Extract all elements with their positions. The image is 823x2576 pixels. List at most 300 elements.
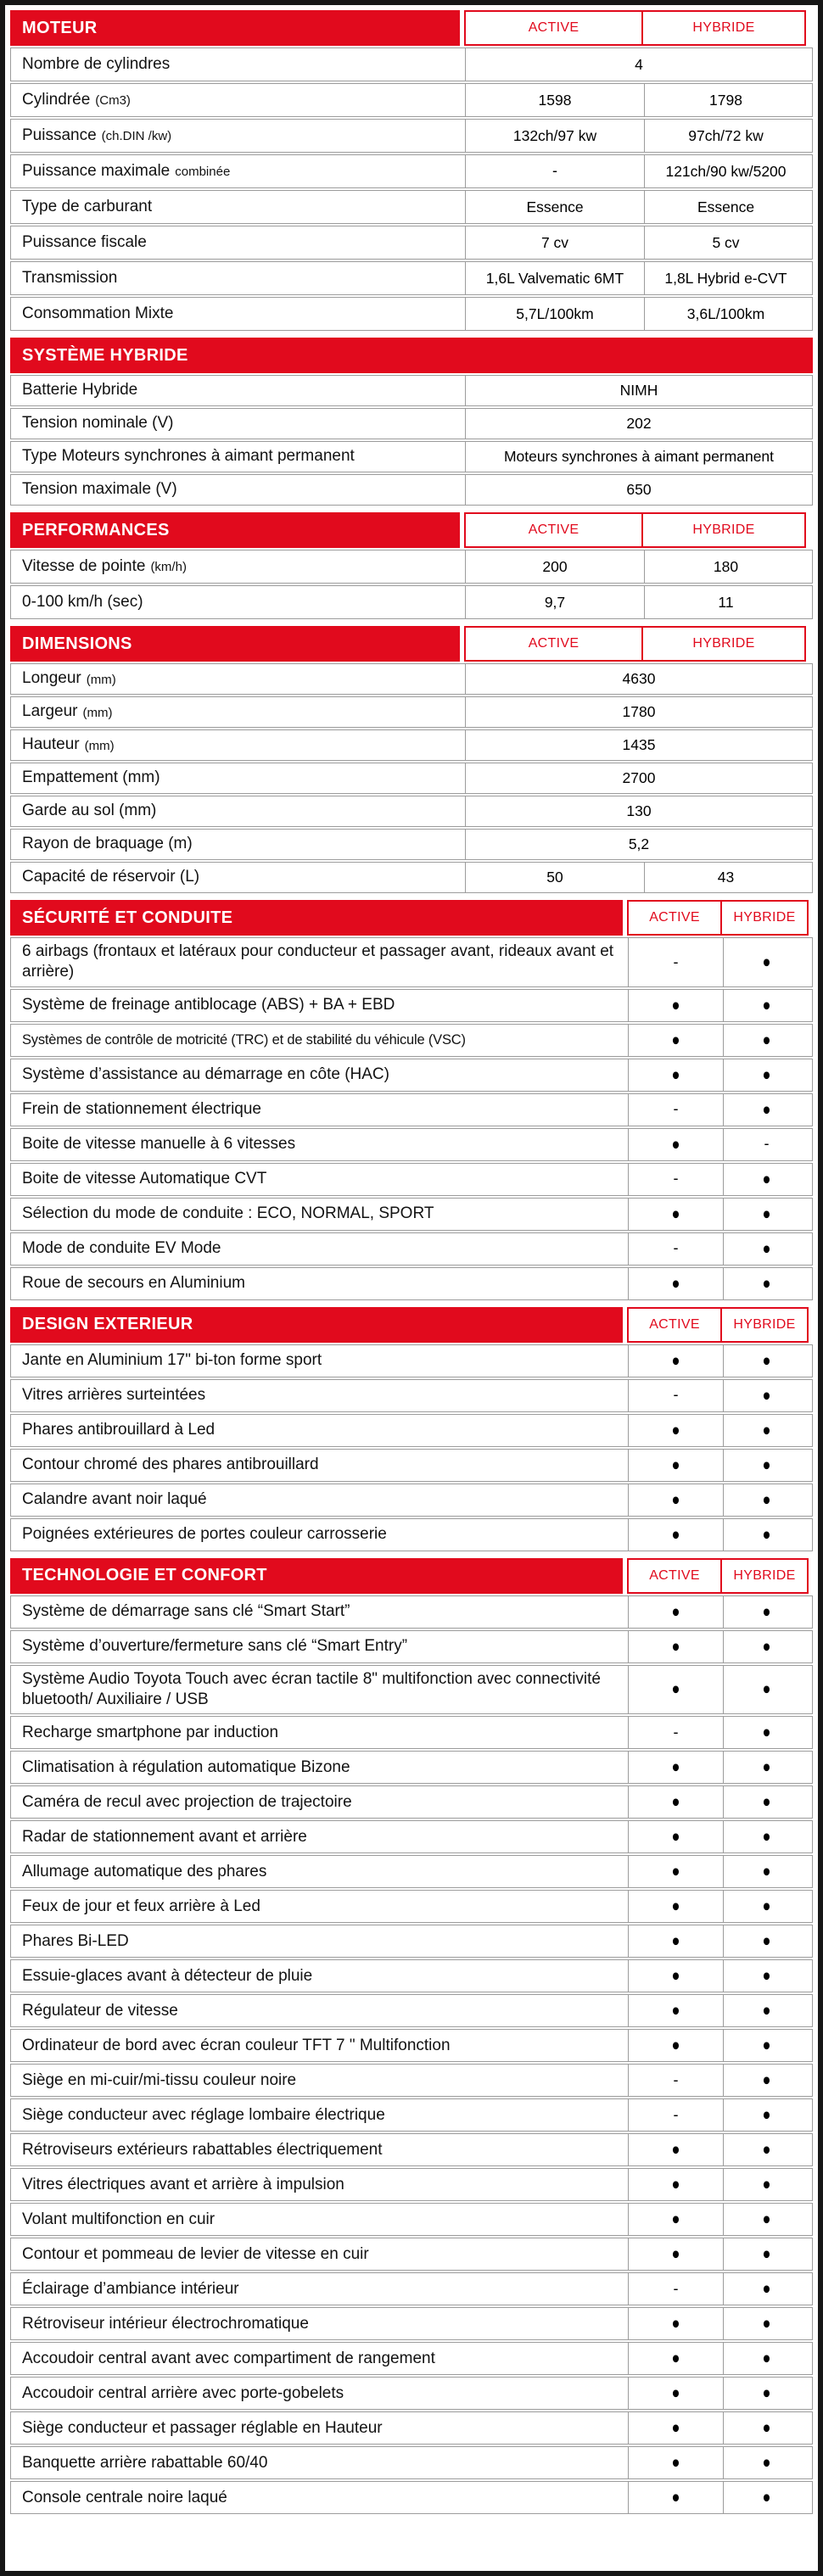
included-dot-icon: ● xyxy=(671,1827,680,1847)
value-text: 3,6L/100km xyxy=(686,305,765,322)
value-hybride xyxy=(644,191,807,223)
included-dot-icon: ● xyxy=(762,1238,771,1259)
value-active xyxy=(628,1596,723,1628)
spec-label xyxy=(11,1960,628,1992)
value-active xyxy=(465,863,644,892)
spec-label-unit: (km/h) xyxy=(150,560,187,575)
value-active xyxy=(628,1450,723,1481)
spec-row xyxy=(10,1163,813,1196)
spec-label xyxy=(11,990,628,1021)
value-active xyxy=(628,2134,723,2165)
value-active xyxy=(628,2204,723,2235)
spec-row xyxy=(10,663,813,695)
value-hybride xyxy=(723,1059,809,1091)
spec-label xyxy=(11,550,465,583)
value-active xyxy=(628,2238,723,2270)
spec-label-text: Console centrale noire laqué xyxy=(22,2488,227,2506)
value-hybride xyxy=(644,586,807,618)
included-dot-icon: ● xyxy=(762,1385,771,1405)
spec-section-3 xyxy=(10,512,813,619)
value-text: 1,8L Hybrid e-CVT xyxy=(664,269,787,287)
not-available-dash: - xyxy=(673,1170,679,1187)
value-active xyxy=(465,191,644,223)
included-dot-icon: ● xyxy=(762,1862,771,1882)
included-dot-icon: ● xyxy=(762,2070,771,2091)
column-header-active: ACTIVE xyxy=(627,1558,722,1594)
value-text: 200 xyxy=(542,557,568,575)
value-text: 121ch/90 kw/5200 xyxy=(665,162,787,180)
spec-row xyxy=(10,119,813,153)
spec-label-text: Accoudoir central avant avec compartiment de rangement xyxy=(22,2349,435,2367)
section-header-bar xyxy=(10,10,460,46)
included-dot-icon: ● xyxy=(762,2175,771,2195)
value-text: 1,6L Valvematic 6MT xyxy=(485,269,624,287)
not-available-dash: - xyxy=(552,162,557,180)
spec-label xyxy=(11,2238,628,2270)
included-dot-icon: ● xyxy=(762,1792,771,1813)
value-hybride xyxy=(723,1891,809,1922)
spec-row xyxy=(10,1751,813,1784)
spec-label-text: Batterie Hybride xyxy=(22,381,138,400)
column-header-active: ACTIVE xyxy=(464,512,643,548)
value-active xyxy=(465,262,644,294)
included-dot-icon: ● xyxy=(762,2279,771,2299)
value-text: 4 xyxy=(635,55,643,73)
spec-label-text: Système Audio Toyota Touch avec écran tactile 8" multifonction avec connectivité bluetooth/ Auxiliaire / USB xyxy=(22,1669,601,1708)
spec-row xyxy=(10,989,813,1022)
spec-label xyxy=(11,1995,628,2026)
spec-row xyxy=(10,1665,813,1715)
spec-label xyxy=(11,409,465,439)
included-dot-icon: ● xyxy=(762,1827,771,1847)
value-hybride xyxy=(723,2099,809,2131)
value-text: 1598 xyxy=(538,91,572,109)
value-span xyxy=(465,730,812,760)
value-active xyxy=(465,226,644,259)
included-dot-icon: ● xyxy=(671,995,680,1015)
included-dot-icon: ● xyxy=(762,1757,771,1778)
value-text: Essence xyxy=(697,198,755,215)
value-hybride xyxy=(723,2204,809,2235)
included-dot-icon: ● xyxy=(762,1679,771,1700)
value-hybride xyxy=(644,226,807,259)
spec-label-text: Puissance fiscale xyxy=(22,232,147,251)
value-span xyxy=(465,409,812,439)
value-active xyxy=(628,1268,723,1299)
spec-row xyxy=(10,1344,813,1377)
spec-label xyxy=(11,442,465,472)
spec-label-text: Éclairage d’ambiance intérieur xyxy=(22,2279,239,2298)
included-dot-icon: ● xyxy=(671,1679,680,1700)
spec-label-unit: (mm) xyxy=(86,672,116,687)
spec-section-5 xyxy=(10,900,813,1300)
spec-section-7 xyxy=(10,1558,813,2515)
value-active xyxy=(628,1129,723,1160)
spec-label-text: Mode de conduite EV Mode xyxy=(22,1238,221,1257)
value-hybride xyxy=(723,1129,809,1160)
spec-row xyxy=(10,2307,813,2340)
value-hybride xyxy=(644,863,807,892)
column-header-hybride: HYBRIDE xyxy=(643,10,806,46)
spec-label xyxy=(11,1631,628,1662)
included-dot-icon: ● xyxy=(762,1273,771,1294)
value-hybride xyxy=(723,1094,809,1126)
spec-row xyxy=(10,1414,813,1447)
spec-label xyxy=(11,2378,628,2409)
spec-label-text: Phares antibrouillard à Led xyxy=(22,1420,216,1439)
spec-label-text: 6 airbags (frontaux et latéraux pour conducteur et passager avant, rideaux avant et arrière) xyxy=(22,942,614,981)
value-text: NIMH xyxy=(619,382,658,399)
included-dot-icon: ● xyxy=(671,1489,680,1510)
included-dot-icon: ● xyxy=(671,2314,680,2334)
section-header-bar xyxy=(10,1558,623,1594)
included-dot-icon: ● xyxy=(671,2453,680,2473)
value-active xyxy=(628,1519,723,1551)
spec-label xyxy=(11,1380,628,1411)
spec-label xyxy=(11,938,628,986)
spec-row xyxy=(10,297,813,331)
spec-label-text: Systèmes de contrôle de motricité (TRC) et de stabilité du véhicule (VSC) xyxy=(22,1031,466,1048)
spec-row xyxy=(10,2029,813,2062)
spec-row xyxy=(10,226,813,260)
value-text: 5,2 xyxy=(628,835,650,852)
value-text: 130 xyxy=(626,802,652,819)
included-dot-icon: ● xyxy=(762,1489,771,1510)
included-dot-icon: ● xyxy=(671,1636,680,1657)
spec-label xyxy=(11,1519,628,1551)
value-text: 1798 xyxy=(709,91,742,109)
value-active xyxy=(465,550,644,583)
included-dot-icon: ● xyxy=(762,1524,771,1545)
spec-label-text: Contour chromé des phares antibrouillard xyxy=(22,1455,319,1473)
value-active xyxy=(628,2482,723,2513)
spec-label-text: Phares Bi-LED xyxy=(22,1931,129,1950)
value-active xyxy=(465,120,644,152)
value-hybride xyxy=(723,1268,809,1299)
spec-label xyxy=(11,830,465,859)
value-active xyxy=(628,1856,723,1887)
included-dot-icon: ● xyxy=(671,1204,680,1224)
spec-label xyxy=(11,262,465,294)
spec-section-4 xyxy=(10,626,813,893)
value-active xyxy=(628,2169,723,2200)
spec-label-text: Calandre avant noir laqué xyxy=(22,1489,207,1508)
included-dot-icon: ● xyxy=(762,995,771,1015)
not-available-dash: - xyxy=(673,953,679,970)
spec-label-text: Siège en mi-cuir/mi-tissu couleur noire xyxy=(22,2070,297,2089)
included-dot-icon: ● xyxy=(671,1064,680,1085)
spec-label-text: Roue de secours en Aluminium xyxy=(22,1273,245,1292)
value-hybride xyxy=(644,84,807,116)
spec-section-2 xyxy=(10,338,813,506)
value-hybride xyxy=(723,2447,809,2478)
spec-label xyxy=(11,763,465,793)
spec-label-text: Radar de stationnement avant et arrière xyxy=(22,1827,307,1846)
column-header-hybride: HYBRIDE xyxy=(722,1307,809,1343)
spec-label-text: Climatisation à régulation automatique Bizone xyxy=(22,1757,350,1776)
spec-row xyxy=(10,1855,813,1888)
spec-label xyxy=(11,796,465,826)
spec-label xyxy=(11,1233,628,1265)
value-hybride xyxy=(723,1519,809,1551)
spec-row xyxy=(10,763,813,794)
value-hybride xyxy=(644,298,807,330)
value-span xyxy=(465,376,812,405)
value-hybride xyxy=(644,550,807,583)
value-hybride xyxy=(723,1380,809,1411)
spec-row xyxy=(10,696,813,728)
value-text: 7 cv xyxy=(540,233,569,251)
spec-label xyxy=(11,664,465,694)
spec-row xyxy=(10,585,813,619)
spec-label xyxy=(11,2065,628,2096)
spec-row xyxy=(10,1716,813,1749)
spec-row xyxy=(10,1630,813,1663)
spec-row xyxy=(10,2203,813,2236)
spec-label xyxy=(11,2099,628,2131)
spec-label-text: Banquette arrière rabattable 60/40 xyxy=(22,2453,268,2472)
spec-label xyxy=(11,226,465,259)
value-hybride xyxy=(723,1484,809,1516)
spec-row xyxy=(10,1059,813,1092)
included-dot-icon: ● xyxy=(671,1792,680,1813)
spec-label xyxy=(11,2273,628,2305)
spec-label-text: Puissance maximale xyxy=(22,161,171,180)
spec-label xyxy=(11,120,465,152)
spec-row xyxy=(10,1379,813,1412)
column-header-active: ACTIVE xyxy=(464,10,643,46)
spec-label xyxy=(11,1415,628,1446)
included-dot-icon: ● xyxy=(671,1273,680,1294)
value-hybride xyxy=(723,1821,809,1852)
spec-label-text: Cylindrée xyxy=(22,90,91,109)
spec-label xyxy=(11,1752,628,1783)
spec-label xyxy=(11,586,465,618)
included-dot-icon: ● xyxy=(762,1350,771,1371)
column-header-active: ACTIVE xyxy=(627,900,722,936)
spec-row xyxy=(10,190,813,224)
spec-row xyxy=(10,1890,813,1923)
included-dot-icon: ● xyxy=(671,1524,680,1545)
spec-row xyxy=(10,550,813,584)
spec-label-unit: (ch.DIN /kw) xyxy=(101,129,172,144)
included-dot-icon: ● xyxy=(671,2418,680,2439)
value-text: 5,7L/100km xyxy=(516,305,594,322)
included-dot-icon: ● xyxy=(671,1966,680,1986)
value-hybride xyxy=(723,1752,809,1783)
spec-row xyxy=(10,862,813,893)
spec-label-text: Vitres arrières surteintées xyxy=(22,1385,206,1404)
spec-label xyxy=(11,1164,628,1195)
spec-label xyxy=(11,697,465,727)
value-hybride xyxy=(723,2412,809,2444)
spec-row xyxy=(10,1994,813,2027)
included-dot-icon: ● xyxy=(671,1030,680,1050)
value-active xyxy=(465,84,644,116)
value-hybride xyxy=(723,1025,809,1056)
value-active xyxy=(628,1666,723,1714)
included-dot-icon: ● xyxy=(762,2349,771,2369)
spec-row xyxy=(10,375,813,406)
spec-row xyxy=(10,1093,813,1126)
value-span xyxy=(465,664,812,694)
value-text: 11 xyxy=(718,593,734,611)
section-title: SYSTÈME HYBRIDE xyxy=(22,345,188,365)
section-header-bar xyxy=(10,900,623,936)
spec-row xyxy=(10,2446,813,2479)
spec-label-text: Vitres électriques avant et arrière à impulsion xyxy=(22,2175,344,2193)
value-active xyxy=(628,1380,723,1411)
spec-row xyxy=(10,1925,813,1958)
value-active xyxy=(628,1094,723,1126)
value-hybride xyxy=(723,1786,809,1818)
included-dot-icon: ● xyxy=(671,1455,680,1475)
spec-label xyxy=(11,475,465,505)
spec-label xyxy=(11,2204,628,2235)
spec-label xyxy=(11,2030,628,2061)
spec-label-text: Jante en Aluminium 17" bi-ton forme sport xyxy=(22,1350,322,1369)
value-active xyxy=(465,155,644,187)
included-dot-icon: ● xyxy=(671,2140,680,2160)
section-title: SÉCURITÉ ET CONDUITE xyxy=(22,908,233,927)
included-dot-icon: ● xyxy=(762,1455,771,1475)
value-span xyxy=(465,475,812,505)
value-hybride xyxy=(723,1631,809,1662)
spec-label-text: Vitesse de pointe xyxy=(22,556,146,575)
value-span xyxy=(465,830,812,859)
spec-label-text: Rétroviseur intérieur électrochromatique xyxy=(22,2314,309,2333)
spec-row xyxy=(10,1267,813,1300)
value-active xyxy=(628,1631,723,1662)
value-hybride xyxy=(723,2238,809,2270)
value-hybride xyxy=(723,1717,809,1748)
spec-label-text: Nombre de cylindres xyxy=(22,54,171,73)
included-dot-icon: ● xyxy=(671,2244,680,2265)
spec-label xyxy=(11,84,465,116)
spec-label xyxy=(11,1450,628,1481)
value-active xyxy=(628,2343,723,2374)
value-span xyxy=(465,442,812,472)
value-text: 132ch/97 kw xyxy=(512,126,597,144)
included-dot-icon: ● xyxy=(762,2244,771,2265)
value-hybride xyxy=(723,1960,809,1992)
value-hybride xyxy=(644,155,807,187)
value-hybride xyxy=(723,1856,809,1887)
included-dot-icon: ● xyxy=(762,2036,771,2056)
value-hybride xyxy=(723,1596,809,1628)
spec-label-text: Transmission xyxy=(22,268,118,287)
spec-label-text: Feux de jour et feux arrière à Led xyxy=(22,1897,260,1915)
spec-label xyxy=(11,1059,628,1091)
spec-label xyxy=(11,1025,628,1056)
spec-row xyxy=(10,2238,813,2271)
value-hybride xyxy=(723,938,809,986)
value-active xyxy=(628,2030,723,2061)
value-hybride xyxy=(723,2169,809,2200)
spec-row xyxy=(10,2064,813,2097)
value-hybride xyxy=(723,2134,809,2165)
column-header-hybride: HYBRIDE xyxy=(722,900,809,936)
included-dot-icon: ● xyxy=(762,1169,771,1189)
spec-label-text: Tension nominale (V) xyxy=(22,414,174,433)
spec-row xyxy=(10,2342,813,2375)
spec-row xyxy=(10,2272,813,2305)
not-available-dash: - xyxy=(673,2279,679,2297)
spec-label-text: Caméra de recul avec projection de trajectoire xyxy=(22,1792,352,1811)
spec-label-text: Allumage automatique des phares xyxy=(22,1862,267,1880)
spec-label-text: Type de carburant xyxy=(22,197,153,215)
value-text: 97ch/72 kw xyxy=(688,126,764,144)
value-active xyxy=(628,2412,723,2444)
value-span xyxy=(465,697,812,727)
spec-row xyxy=(10,1484,813,1517)
included-dot-icon: ● xyxy=(671,1897,680,1917)
value-hybride xyxy=(723,1450,809,1481)
value-span xyxy=(465,48,812,81)
included-dot-icon: ● xyxy=(762,1636,771,1657)
not-available-dash: - xyxy=(673,1386,679,1404)
value-hybride xyxy=(723,1233,809,1265)
value-active xyxy=(628,2065,723,2096)
included-dot-icon: ● xyxy=(671,2175,680,2195)
value-span xyxy=(465,796,812,826)
value-active xyxy=(628,938,723,986)
not-available-dash: - xyxy=(673,1239,679,1257)
column-header-hybride: HYBRIDE xyxy=(643,512,806,548)
column-header-hybride: HYBRIDE xyxy=(643,626,806,662)
value-active xyxy=(628,1925,723,1957)
spec-label xyxy=(11,1596,628,1628)
spec-row xyxy=(10,2481,813,2514)
value-text: 9,7 xyxy=(544,593,566,611)
not-available-dash: - xyxy=(673,1723,679,1741)
value-text: 2700 xyxy=(622,769,656,786)
spec-row xyxy=(10,1128,813,1161)
spec-label-text: Hauteur xyxy=(22,735,80,754)
spec-label-text: Volant multifonction en cuir xyxy=(22,2210,216,2228)
not-available-dash: - xyxy=(673,2105,679,2123)
spec-row xyxy=(10,261,813,295)
included-dot-icon: ● xyxy=(762,2210,771,2230)
included-dot-icon: ● xyxy=(762,1204,771,1224)
spec-label xyxy=(11,1094,628,1126)
value-text: 202 xyxy=(626,415,652,432)
spec-label xyxy=(11,2447,628,2478)
spec-label-text: Tension maximale (V) xyxy=(22,480,177,499)
spec-row xyxy=(10,1959,813,1992)
value-active xyxy=(628,1345,723,1377)
included-dot-icon: ● xyxy=(762,952,771,972)
included-dot-icon: ● xyxy=(671,1420,680,1440)
spec-label xyxy=(11,1129,628,1160)
not-available-dash: - xyxy=(673,1100,679,1118)
spec-label-text: Régulateur de vitesse xyxy=(22,2001,178,2020)
value-active xyxy=(628,1484,723,1516)
value-text: 1435 xyxy=(622,736,656,753)
value-text: 1780 xyxy=(622,703,656,720)
included-dot-icon: ● xyxy=(762,2105,771,2126)
spec-label-unit: combinée xyxy=(175,165,231,180)
section-header-bar xyxy=(10,626,460,662)
spec-row xyxy=(10,1198,813,1231)
spec-row xyxy=(10,729,813,761)
spec-label xyxy=(11,155,465,187)
value-text: 50 xyxy=(546,869,563,886)
included-dot-icon: ● xyxy=(671,1862,680,1882)
spec-label-text: Système de démarrage sans clé “Smart Start” xyxy=(22,1601,350,1620)
value-text: Essence xyxy=(526,198,584,215)
value-hybride xyxy=(723,1199,809,1230)
